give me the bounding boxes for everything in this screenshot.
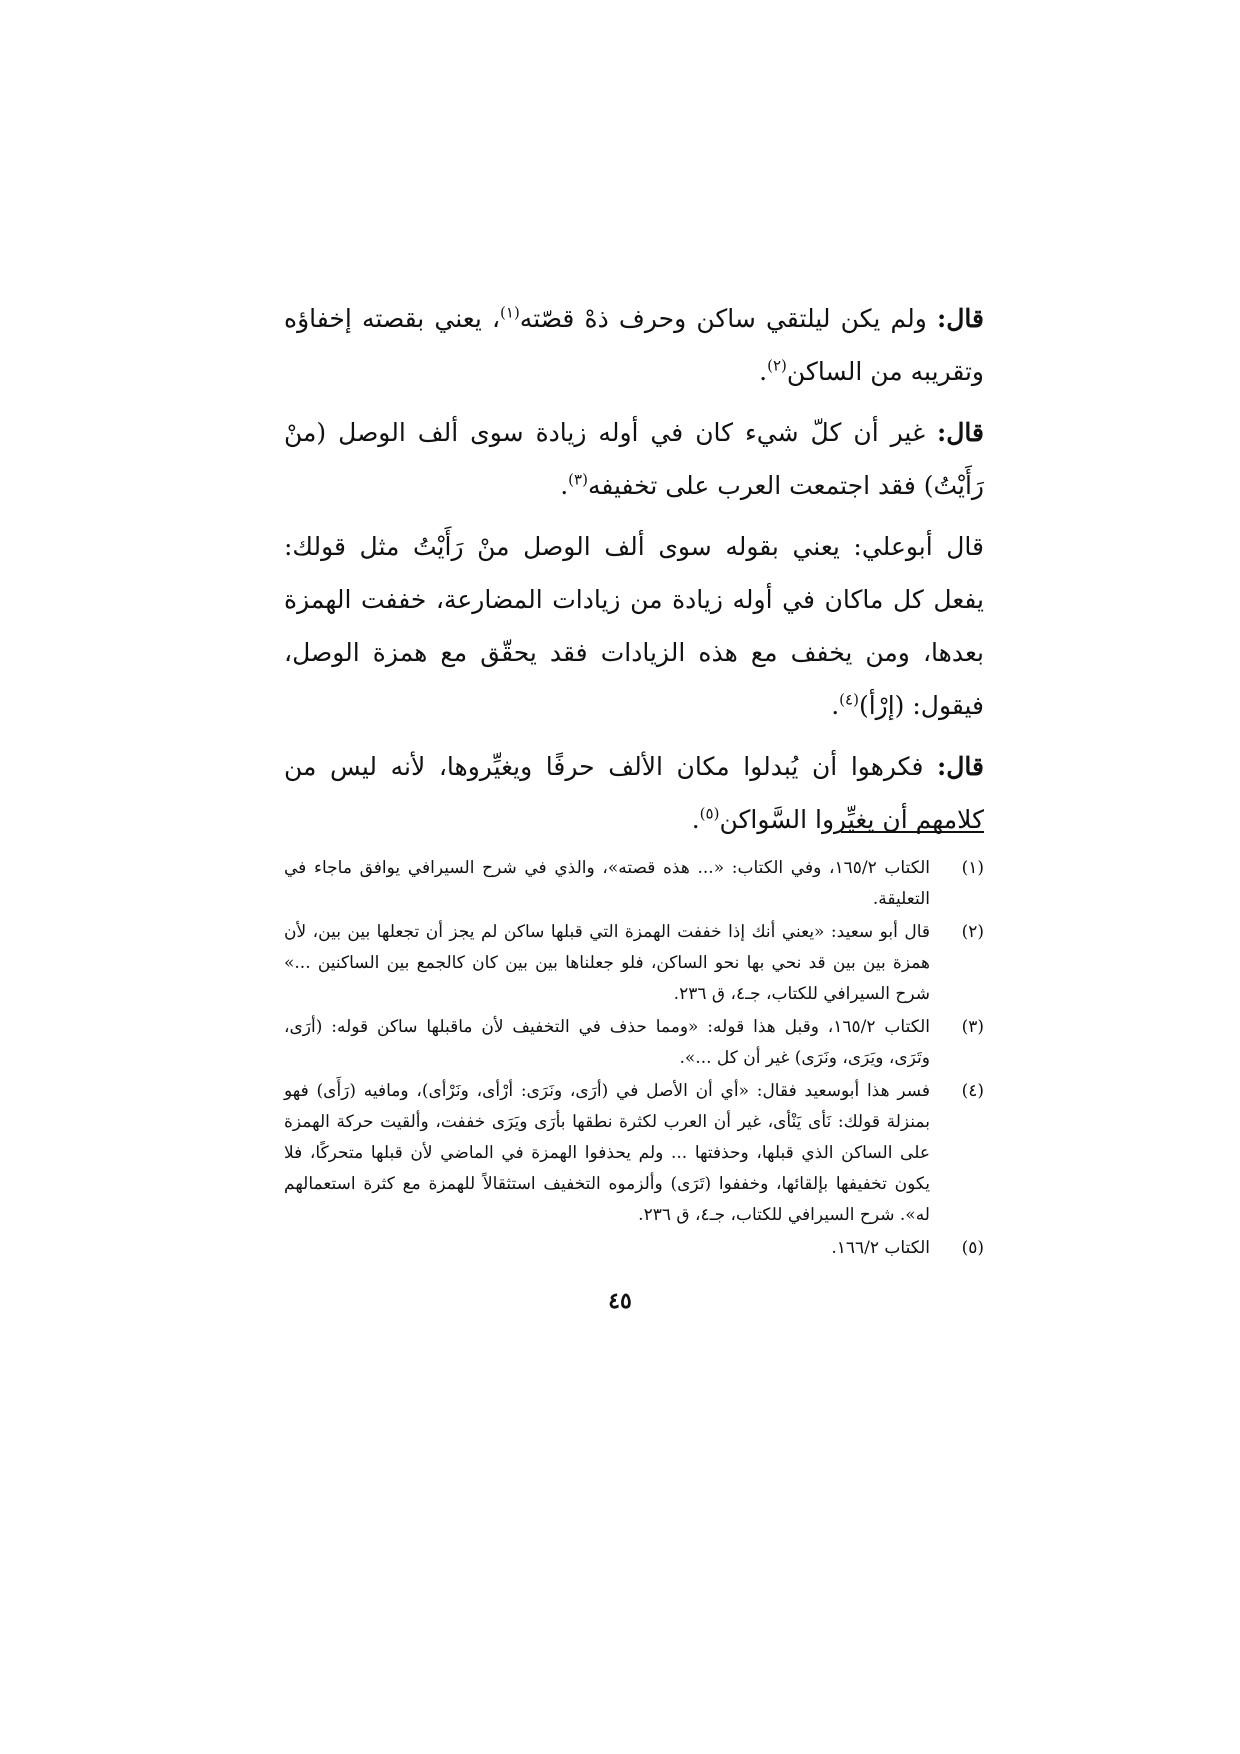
footnote-4 bbox=[284, 1076, 984, 1231]
footnote-number: (٤) bbox=[961, 1081, 984, 1101]
footnote-ref[interactable]: (٣) bbox=[568, 470, 588, 489]
footnote-ref[interactable]: (٢) bbox=[767, 356, 787, 375]
paragraph-text: ولم يكن ليلتقي ساكن وحرف ذهْ قصّته bbox=[519, 304, 938, 333]
paragraph-text: غير أن كلّ شيء كان في أوله زيادة سوى ألف الوصل (منْ رَأَيْتُ) فقد اجتمعت العرب على تخفيفه bbox=[284, 418, 984, 500]
paragraph-3 bbox=[284, 520, 984, 732]
footnote-number: (١) bbox=[961, 858, 984, 878]
paragraph-text: ، يعني بقصته إخفاؤه وتقريبه من الساكن bbox=[284, 304, 984, 386]
footnote-ref[interactable]: (٥) bbox=[699, 804, 720, 823]
speaker-label: قال: bbox=[937, 752, 984, 781]
footnote-2 bbox=[284, 917, 984, 1010]
paragraph-text: . bbox=[759, 357, 768, 386]
paragraph-text: . bbox=[831, 691, 840, 720]
footnote-1 bbox=[284, 853, 984, 915]
footnote-text: قال أبو سعيد: «يعني أنك إذا خففت الهمزة التي قبلها ساكن لم يجز أن تجعلها بين بين، لأن همزة بين بين قد نحي بها نحو الساكن، فلو جعلناها بين بين كان كالجمع بين الساكنين ...» شرح السيرافي للكتاب، جـ٤، ق ٢٣٦. bbox=[284, 922, 930, 1004]
paragraph-text: . bbox=[560, 471, 569, 500]
paragraph-2 bbox=[284, 406, 984, 512]
paragraph-text: . bbox=[691, 805, 700, 834]
footnote-number: (٢) bbox=[961, 922, 984, 942]
footnote-divider bbox=[841, 831, 984, 833]
footnote-3 bbox=[284, 1012, 984, 1074]
footnote-text: الكتاب ١٦٦/٢. bbox=[831, 1238, 930, 1258]
footnote-text: الكتاب ١٦٥/٢، وفي الكتاب: «... هذه قصته»، والذي في شرح السيرافي يوافق ماجاء في التعليقة. bbox=[284, 858, 930, 909]
main-text bbox=[284, 292, 984, 846]
footnote-number: (٥) bbox=[961, 1238, 984, 1258]
footnote-text: الكتاب ١٦٥/٢، وقبل هذا قوله: «ومما حذف في التخفيف لأن ماقبلها ساكن قوله: (أرَى، وتَرَى، ويَرَى، ونَرَى) غير أن كل ...». bbox=[284, 1017, 930, 1068]
speaker-label: قال: bbox=[937, 418, 984, 447]
footnote-text: فسر هذا أبوسعيد فقال: «أي أن الأصل في (أرَى، ونَرَى: أرْأى، ونَرْأى)، ومافيه (رَأَى) فهو بمنزلة قولك: نَأى يَنْأى، غير أن العرب لكثرة نطقها بأرَى ويَرَى خففت، وألقيت حركة الهمزة على الساكن الذي قبلها، وحذفتها ... ولم يحذفوا الهمزة في الماضي لأن قبلها متحركًا، فلا يكون تخفيفها بإلقائها، وخففوا (تَرَى) وألزموه التخفيف استثقالاً للهمزة مع كثرة استعمالهم له». شرح السيرافي للكتاب، جـ٤، ق ٢٣٦. bbox=[284, 1081, 930, 1225]
paragraph-text: قال أبوعلي: يعني بقوله سوى ألف الوصل منْ رَأَيْتُ مثل قولك: يفعل كل ماكان في أوله زيادة من زيادات المضارعة، خففت الهمزة بعدها، ومن يخفف مع هذه الزيادات فقد يحقّق مع همزة الوصل، فيقول: (إرْأ) bbox=[284, 532, 984, 720]
footnote-number: (٣) bbox=[961, 1017, 984, 1037]
footnote-ref[interactable]: (٤) bbox=[839, 690, 859, 709]
footnote-ref[interactable]: (١) bbox=[500, 303, 520, 322]
paragraph-text: فكرهوا أن يُبدلوا مكان الألف حرفًا ويغيِّروها، لأنه ليس من كلامهم أن يغيِّروا السَّواكن bbox=[284, 752, 984, 834]
footnote-5 bbox=[284, 1233, 984, 1264]
page-number: ٤٥ bbox=[608, 1288, 632, 1314]
speaker-label: قال: bbox=[937, 304, 984, 333]
footnotes bbox=[284, 853, 984, 1266]
paragraph-1 bbox=[284, 292, 984, 398]
